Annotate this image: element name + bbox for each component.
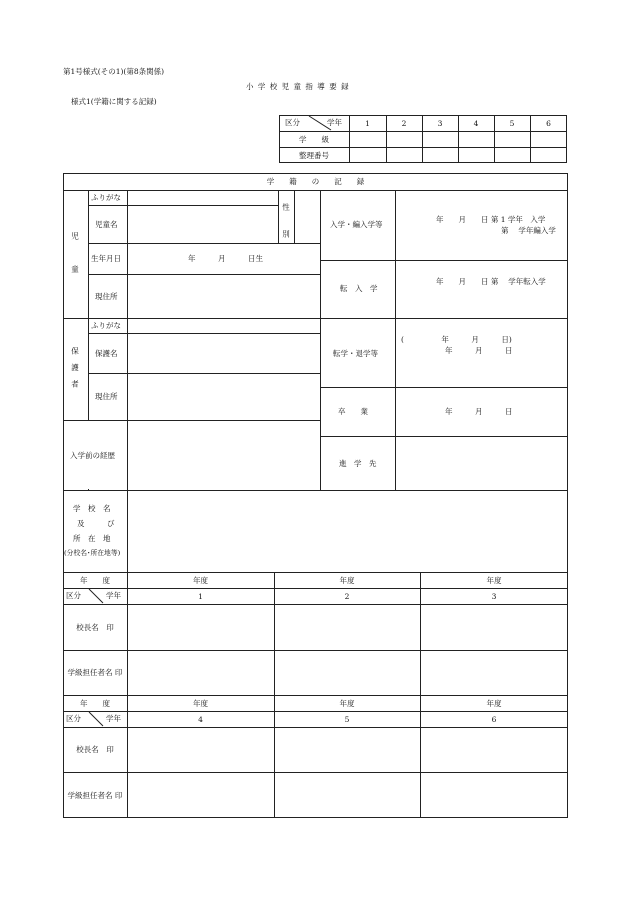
- year-5: 5: [509, 118, 515, 128]
- transfer-out-label: 転学・退学等: [333, 349, 378, 358]
- nendo-label: 年 度: [80, 698, 110, 708]
- admission-line2: 第 学年編入学: [501, 226, 556, 235]
- school-label-2: 及 び: [77, 519, 115, 528]
- principal-label: 校長名 印: [76, 745, 114, 754]
- nendo-value: 年度: [339, 575, 355, 585]
- pre-history-label: 入学前の経歴: [70, 451, 115, 460]
- nendo-value: 年度: [339, 698, 355, 708]
- gakunen-label: 学年: [106, 591, 121, 600]
- guardian-furigana-label: ふりがな: [91, 321, 121, 330]
- child-name-label: 児童名: [95, 220, 118, 229]
- document-title: 小 学 校 児 童 指 導 要 録: [246, 82, 350, 91]
- year-cell: 1: [198, 591, 203, 601]
- guardian-name-label: 保護名: [95, 349, 118, 358]
- year-4: 4: [473, 118, 479, 128]
- class-row-label: 学 級: [299, 134, 329, 144]
- admission-line1: 年 月 日 第 1 学年 入学: [436, 215, 546, 224]
- gakunen-label: 学年: [106, 714, 121, 723]
- gakunen-label: 学年: [327, 118, 342, 127]
- year-cell: 3: [491, 591, 497, 601]
- guardian-name-field[interactable]: [128, 334, 319, 372]
- school-label-1: 学 校 名: [73, 504, 111, 513]
- child-name-field[interactable]: [128, 206, 277, 242]
- year-1: 1: [365, 118, 370, 128]
- nendo-value: 年度: [193, 575, 208, 585]
- graduation-value: 年 月 日: [445, 407, 513, 416]
- nendo-value: 年度: [193, 698, 208, 708]
- child-label: 児 童: [70, 232, 80, 282]
- child-address-label: 現住所: [95, 292, 118, 301]
- school-name-field[interactable]: [128, 491, 567, 571]
- nendo-label: 年 度: [80, 575, 110, 585]
- year-3: 3: [437, 118, 443, 128]
- form-reference: 第1号様式(その1)(第8条関係): [63, 67, 165, 76]
- child-address-field[interactable]: [128, 275, 319, 317]
- year-cell: 6: [491, 714, 497, 724]
- child-furigana-label: ふりがな: [91, 193, 121, 202]
- guardian-furigana-field[interactable]: [128, 319, 319, 332]
- nendo-value: 年度: [486, 698, 502, 708]
- transfer-out-line1: ( 年 月 日): [401, 335, 512, 344]
- section-title: 学 籍 の 記 録: [266, 177, 365, 186]
- guardian-address-label: 現住所: [95, 392, 118, 401]
- year-cell: 4: [198, 714, 203, 724]
- transfer-in-value: 年 月 日 第 学年転入学: [436, 277, 546, 286]
- sex-field[interactable]: [295, 191, 319, 242]
- number-row-label: 整理番号: [299, 150, 329, 160]
- guardian-label: 保護者: [70, 347, 80, 397]
- next-school-field[interactable]: [396, 437, 567, 489]
- teacher-label: 学級担任者名 印: [67, 790, 123, 800]
- next-school-label: 進 学 先: [339, 459, 377, 468]
- year-cell: 2: [344, 591, 350, 601]
- kubun-label: 区分: [66, 714, 81, 723]
- kubun-label: 区分: [66, 591, 81, 600]
- transfer-in-label: 転 入 学: [340, 284, 378, 293]
- kubun-label: 区分: [285, 118, 300, 127]
- birth-value: 年 月 日生: [188, 254, 263, 263]
- admission-label: 入学・編入学等: [330, 220, 383, 229]
- nendo-value: 年度: [486, 575, 502, 585]
- year-2: 2: [401, 118, 407, 128]
- school-label-3: 所 在 地: [73, 534, 111, 543]
- principal-label: 校長名 印: [76, 622, 114, 632]
- child-furigana-field[interactable]: [128, 191, 277, 204]
- year-6: 6: [546, 118, 551, 128]
- sex-label: 性 別: [281, 203, 291, 244]
- birth-label: 生年月日: [91, 254, 121, 263]
- guardian-address-field[interactable]: [128, 374, 319, 419]
- school-label-4: (分校名･所在地等): [64, 549, 121, 557]
- pre-history-field[interactable]: [128, 421, 319, 489]
- graduation-label: 卒 業: [338, 407, 368, 416]
- transfer-out-line2: 年 月 日: [445, 346, 513, 355]
- sub-title: 様式1(学籍に関する記録): [71, 97, 157, 106]
- teacher-label: 学級担任者名 印: [67, 668, 123, 677]
- year-cell: 5: [344, 714, 350, 724]
